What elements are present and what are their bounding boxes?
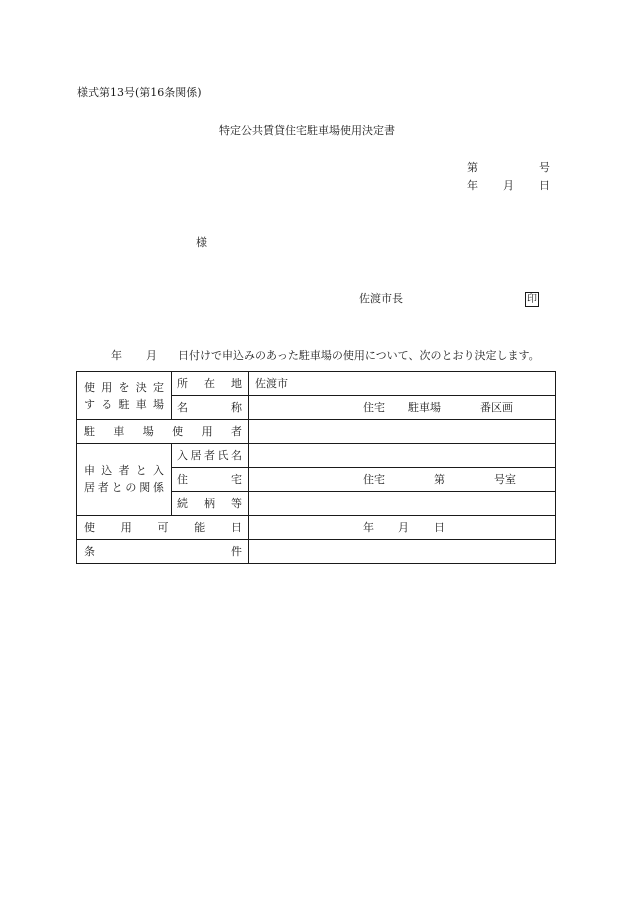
label-char: 者 xyxy=(118,464,130,477)
label-char: 等 xyxy=(231,497,242,510)
available-date-year: 年 xyxy=(363,521,374,534)
label-char: 住 xyxy=(177,473,188,486)
housing-value-room: 号室 xyxy=(494,473,516,486)
label-char: 申 xyxy=(84,464,95,477)
label-char: 関 xyxy=(139,481,151,494)
notice-year: 年 xyxy=(111,349,122,362)
issue-date-day: 日 xyxy=(539,179,550,192)
label-char: 使 xyxy=(84,381,95,394)
housing-value-no: 第 xyxy=(434,473,445,486)
label-char: 所 xyxy=(177,377,188,390)
label-char: 車 xyxy=(113,425,125,438)
label-char: 者 xyxy=(97,481,109,494)
label-char: 居 xyxy=(190,449,202,462)
label-char: 条 xyxy=(84,545,95,558)
label-char: の xyxy=(125,481,137,494)
decision-table xyxy=(76,371,556,564)
notice-month: 月 xyxy=(146,349,157,362)
label-char: 者 xyxy=(230,425,242,438)
label-char: 決 xyxy=(135,381,147,394)
doc-no-suffix: 号 xyxy=(539,161,550,174)
label-char: 件 xyxy=(231,545,242,558)
addressee-suffix: 様 xyxy=(196,236,207,249)
conditions-label xyxy=(84,546,242,557)
label-char: 込 xyxy=(101,464,113,477)
housing-label xyxy=(177,474,242,485)
label-char: 在 xyxy=(204,377,215,390)
parking-group-label-line2 xyxy=(84,399,164,410)
label-char: 使 xyxy=(84,521,95,534)
notice-text: 日付けで申込みのあった駐車場の使用について、次のとおり決定します。 xyxy=(178,349,540,362)
location-value: 佐渡市 xyxy=(255,377,288,390)
parking-user-label xyxy=(84,426,242,437)
label-char: 駐 xyxy=(84,425,95,438)
label-char: 可 xyxy=(157,521,169,534)
label-char: 続 xyxy=(177,497,188,510)
seal-mark: 印 xyxy=(527,294,537,305)
relation-group-label-line2 xyxy=(84,482,164,493)
issue-date xyxy=(467,180,550,191)
label-char: 氏 xyxy=(217,449,229,462)
label-char: 名 xyxy=(177,401,188,414)
label-char: 場 xyxy=(142,425,154,438)
form-number: 様式第13号(第16条関係) xyxy=(77,86,202,99)
label-char: る xyxy=(101,398,113,411)
label-char: 名 xyxy=(231,449,242,462)
name-value-housing: 住宅 xyxy=(363,401,385,414)
label-char: を xyxy=(118,381,130,394)
label-char: 係 xyxy=(152,481,164,494)
resident-name-label xyxy=(177,450,242,461)
label-char: 入 xyxy=(177,449,188,462)
label-char: 場 xyxy=(153,398,164,411)
relation-group-label-line1 xyxy=(84,465,164,476)
housing-value-housing: 住宅 xyxy=(363,473,385,486)
document-title: 特定公共賃貸住宅駐車場使用決定書 xyxy=(219,124,395,137)
label-char: 宅 xyxy=(231,473,242,486)
label-char: と xyxy=(135,464,147,477)
doc-no-prefix: 第 xyxy=(467,161,478,174)
label-char: 車 xyxy=(135,398,147,411)
document-number xyxy=(467,162,550,173)
available-date-day: 日 xyxy=(434,521,445,534)
label-char: 用 xyxy=(101,381,113,394)
name-value-parking: 駐車場 xyxy=(408,401,441,414)
issue-date-month: 月 xyxy=(503,179,514,192)
label-char: 能 xyxy=(194,521,206,534)
label-char: 入 xyxy=(153,464,164,477)
label-char: 柄 xyxy=(204,497,215,510)
label-char: 地 xyxy=(231,377,242,390)
label-char: 使 xyxy=(172,425,184,438)
label-char: 者 xyxy=(204,449,215,462)
name-value-section: 番区画 xyxy=(480,401,513,414)
label-char: 称 xyxy=(231,401,242,414)
name-label xyxy=(177,402,242,413)
issue-date-year: 年 xyxy=(467,179,478,192)
available-date-month: 月 xyxy=(398,521,409,534)
label-char: 定 xyxy=(153,381,164,394)
label-char: 居 xyxy=(84,481,95,494)
location-label xyxy=(177,378,242,389)
label-char: す xyxy=(84,398,95,411)
label-char: と xyxy=(111,481,123,494)
label-char: 日 xyxy=(231,521,242,534)
relationship-label xyxy=(177,498,242,509)
available-date-label xyxy=(84,522,242,533)
label-char: 用 xyxy=(201,425,213,438)
label-char: 用 xyxy=(120,521,132,534)
parking-group-label-line1 xyxy=(84,382,164,393)
issuer: 佐渡市長 xyxy=(359,292,403,305)
label-char: 駐 xyxy=(118,398,130,411)
